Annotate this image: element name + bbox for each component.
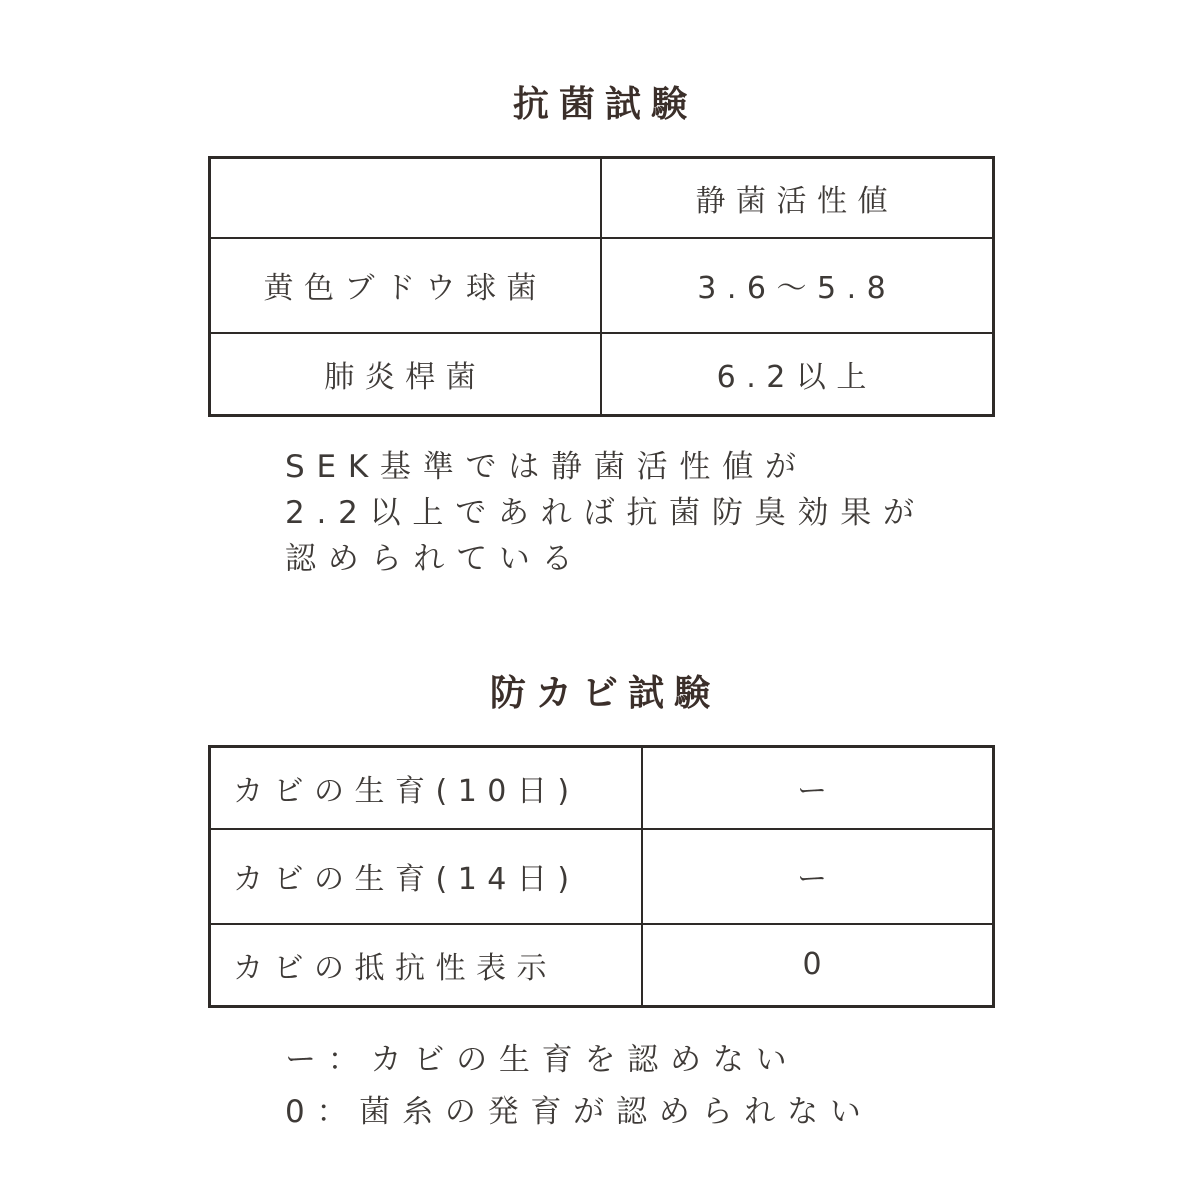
note-line: 2.2以上であれば抗菌防臭効果が xyxy=(285,495,926,531)
antibacterial-note xyxy=(285,444,926,582)
test-item: カビの生育(14日) xyxy=(210,829,642,924)
test-item: カビの生育(10日) xyxy=(210,747,642,829)
table-header-row xyxy=(210,158,994,238)
table-row xyxy=(210,747,994,829)
test-item: カビの抵抗性表示 xyxy=(210,924,642,1007)
legend-line: 0：菌糸の発育が認められない xyxy=(285,1094,873,1130)
test-result: ー xyxy=(642,829,994,924)
bacteria-name: 肺炎桿菌 xyxy=(210,333,601,416)
bacteria-name: 黄色ブドウ球菌 xyxy=(210,238,601,333)
note-line: SEK基準では静菌活性値が xyxy=(285,449,808,485)
test-result: 0 xyxy=(642,924,994,1007)
table-row xyxy=(210,924,994,1007)
header-empty-cell xyxy=(210,158,601,238)
activity-value: 6.2以上 xyxy=(601,333,994,416)
antifungal-table xyxy=(208,745,995,1008)
header-activity-value: 静菌活性値 xyxy=(601,158,994,238)
antifungal-legend xyxy=(285,1034,873,1138)
activity-value: 3.6～5.8 xyxy=(601,238,994,333)
table-row xyxy=(210,333,994,416)
antibacterial-title: 抗菌試験 xyxy=(512,84,698,125)
antibacterial-table xyxy=(208,156,995,417)
legend-line: ー：カビの生育を認めない xyxy=(285,1042,799,1078)
table-row xyxy=(210,238,994,333)
test-result: ー xyxy=(642,747,994,829)
antifungal-title: 防カビ試験 xyxy=(489,673,721,714)
note-line: 認められている xyxy=(285,541,585,577)
table-row xyxy=(210,829,994,924)
